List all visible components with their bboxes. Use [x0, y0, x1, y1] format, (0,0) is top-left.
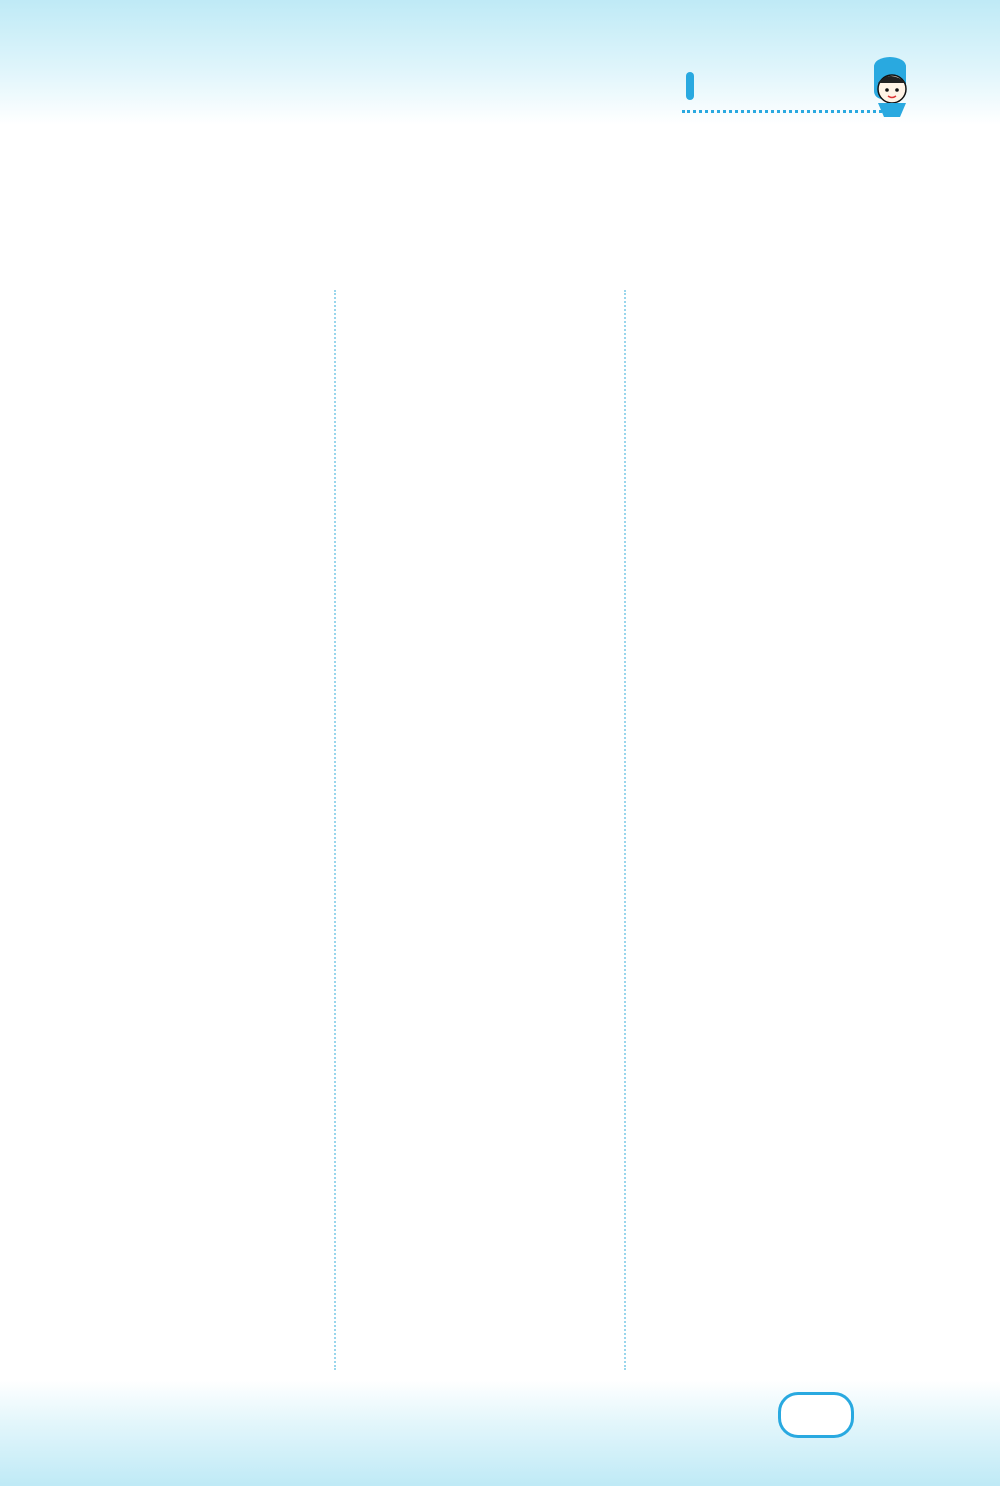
answer-row [52, 832, 332, 866]
answer-row [52, 1037, 332, 1071]
answer-row [52, 594, 332, 628]
answer-row [52, 661, 332, 695]
answer-row [52, 799, 332, 833]
answer-row [52, 357, 332, 391]
answer-row [343, 420, 623, 454]
answer-row [52, 1071, 332, 1105]
answer-row [634, 986, 924, 1031]
answer-row [52, 1240, 332, 1274]
answer-row [343, 794, 623, 828]
answer-row [52, 1308, 332, 1342]
answer-row [634, 851, 924, 896]
answer-row [634, 657, 924, 691]
mascot-girl-icon [860, 45, 920, 120]
answer-row [634, 556, 924, 590]
answer-row [343, 862, 623, 896]
answer-row [52, 934, 332, 968]
section-heading [52, 695, 332, 731]
answer-row [343, 1202, 623, 1236]
section-heading [52, 321, 332, 357]
answer-row [634, 522, 924, 556]
answer-row [52, 1173, 332, 1207]
footer-band [0, 1380, 1000, 1486]
answer-row [343, 1270, 623, 1304]
answer-row [52, 1274, 332, 1308]
answer-row [634, 761, 924, 806]
answer-row [634, 488, 924, 522]
answer-row [343, 387, 623, 421]
answer-row [52, 391, 332, 425]
section-heading [343, 758, 623, 794]
answer-row [343, 623, 623, 657]
answer-row [52, 560, 332, 594]
section-heading [343, 351, 623, 387]
answer-row [343, 1168, 623, 1202]
answer-row [343, 930, 623, 964]
answer-row [634, 454, 924, 488]
answer-row [343, 725, 623, 759]
answer-row [343, 1101, 623, 1135]
answer-row [634, 623, 924, 657]
answer-row [343, 589, 623, 623]
answer-row [343, 454, 623, 488]
answer-row [343, 691, 623, 725]
answer-row [634, 351, 924, 385]
answer-row [52, 526, 332, 560]
answer-row [52, 900, 332, 934]
grade-subject-label [684, 72, 696, 100]
answer-row [343, 1236, 623, 1270]
answer-column-3 [634, 283, 924, 1157]
section-heading [634, 1121, 924, 1157]
answer-row [634, 1031, 924, 1076]
answer-row [634, 420, 924, 454]
answer-row [343, 828, 623, 862]
page-number [778, 1392, 854, 1438]
answer-row [52, 866, 332, 900]
answer-row [343, 317, 623, 351]
answer-row [52, 492, 332, 526]
answer-row [343, 488, 623, 522]
column-divider-1 [334, 290, 336, 1370]
answer-row [343, 1031, 623, 1065]
answer-column-2 [343, 283, 623, 1371]
answer-row [634, 691, 924, 725]
answer-row [343, 522, 623, 556]
answer-row [52, 731, 332, 765]
unit-heading [52, 283, 332, 321]
answer-row [52, 765, 332, 799]
section-heading [343, 1065, 623, 1101]
section-heading [634, 725, 924, 761]
answer-row [52, 1206, 332, 1240]
answer-row [52, 458, 332, 492]
answer-row [634, 317, 924, 351]
answer-row [52, 1342, 332, 1376]
answer-row [52, 968, 332, 1002]
answer-row [343, 1337, 623, 1371]
answer-row [343, 283, 623, 317]
answer-row [52, 1139, 332, 1173]
answer-row [52, 425, 332, 459]
section-heading [634, 384, 924, 420]
answer-row [634, 896, 924, 941]
answer-column-1 [52, 283, 332, 1375]
answer-row [343, 657, 623, 691]
answer-row [343, 896, 623, 930]
answer-row [343, 556, 623, 590]
answer-row [634, 283, 924, 317]
answer-row [52, 627, 332, 661]
column-divider-2 [624, 290, 626, 1370]
header-dotted-line [682, 110, 882, 113]
answer-row [343, 1135, 623, 1169]
answer-row [343, 963, 623, 997]
section-heading [52, 1001, 332, 1037]
answer-row [343, 997, 623, 1031]
answer-row [634, 589, 924, 623]
answer-row [634, 806, 924, 851]
answer-row [634, 941, 924, 986]
answer-row [634, 1076, 924, 1121]
answer-row [52, 1105, 332, 1139]
header-band [0, 0, 1000, 125]
answer-row [343, 1304, 623, 1338]
